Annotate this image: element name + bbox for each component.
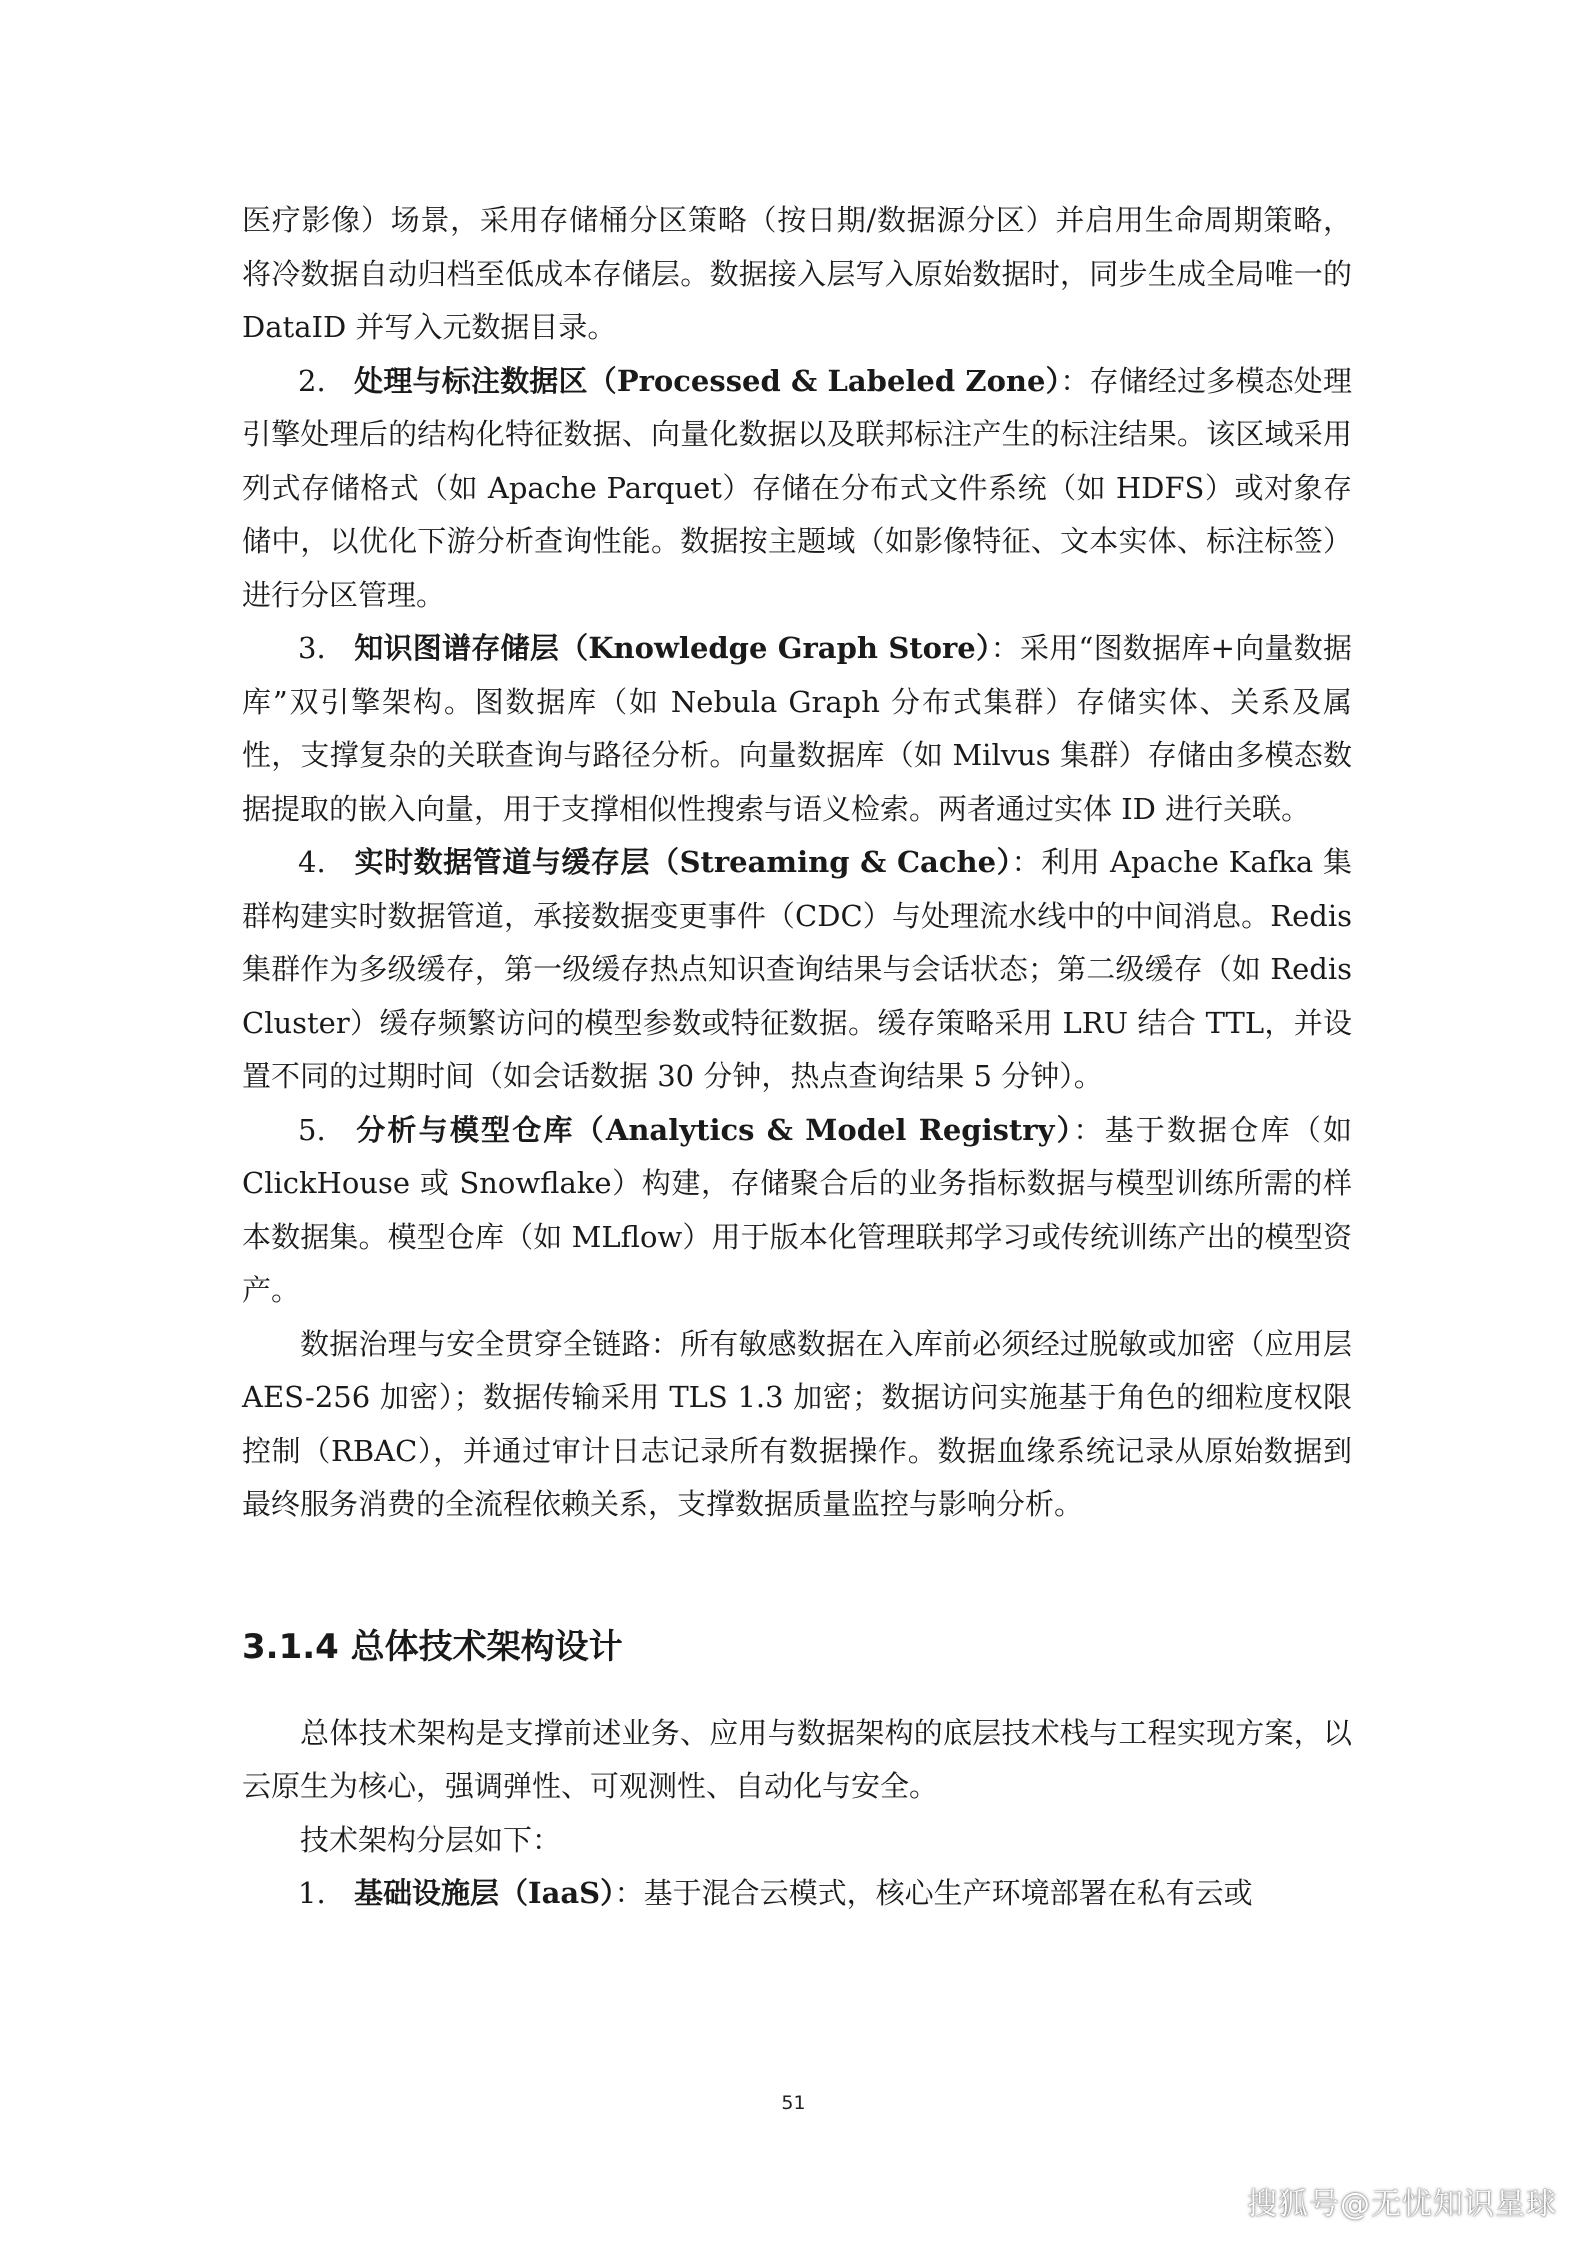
list-item-title: 分析与模型仓库（Analytics & Model Registry） [354,1112,1074,1147]
list-item-number: 3. [298,631,326,665]
paragraph-intro-continuation: 医疗影像）场景，采用存储桶分区策略（按日期/数据源分区）并启用生命周期策略，将冷数据自动归档至低成本存储层。数据接入层写入原始数据时，同步生成全局唯一的 DataID 并写入元数据目录。 [242,203,1352,344]
list-item-number: 4. [298,845,326,879]
document-page [242,194,1352,1921]
list-item-number: 1. [298,1876,326,1910]
list-item-title: 知识图谱存储层（Knowledge Graph Store） [354,631,991,665]
section-paragraph-2: 技术架构分层如下： [300,1822,562,1857]
list-item-body: ：存储经过多模态处理引擎处理后的结构化特征数据、向量化数据以及联邦标注产生的标注结果。该区域采用列式存储格式（如 Apache Parquet）存储在分布式文件系统（如 HDFS）或对象存储中，以优化下游分析查询性能。数据按主题域（如影像特征、文本实体、标注标签）进行分区管理。 [242,363,1352,612]
list-item-body: ：基于数据仓库（如 ClickHouse 或 Snowflake）构建，存储聚合后的业务指标数据与模型训练所需的样本数据集。模型仓库（如 MLflow）用于版本化管理联邦学习或传统训练产出的模型资产。 [242,1112,1352,1307]
list-item-number: 5. [298,1112,326,1147]
list-item-number: 2. [298,363,326,398]
list-item-title: 基础设施层（IaaS） [354,1876,615,1910]
list-item-body: ：利用 Apache Kafka 集群构建实时数据管道，承接数据变更事件（CDC）与处理流水线中的中间消息。Redis 集群作为多级缓存，第一级缓存热点知识查询结果与会话状态；第二级缓存（如 Redis Cluster）缓存频繁访问的模型参数或特征数据。缓存策略采用 LRU 结合 TTL，并设置不同的过期时间（如会话数据 30 分钟，热点查询结果 5 分钟）。 [242,845,1352,1093]
paragraph-governance: 数据治理与安全贯穿全链路：所有敏感数据在入库前必须经过脱敏或加密（应用层 AES-256 加密）；数据传输采用 TLS 1.3 加密；数据访问实施基于角色的细粒度权限控制（RBAC），并通过审计日志记录所有数据操作。数据血缘系统记录从原始数据到最终服务消费的全流程依赖关系，支撑数据质量监控与影响分析。 [242,1326,1352,1521]
section-list-item-1 [242,1867,1352,1921]
section-paragraph-1: 总体技术架构是支撑前述业务、应用与数据架构的底层技术栈与工程实现方案，以云原生为核心，强调弹性、可观测性、自动化与安全。 [242,1715,1352,1803]
list-item-3 [242,622,1352,836]
list-item-title: 实时数据管道与缓存层（Streaming & Cache） [354,845,1012,879]
list-item-5 [242,1104,1352,1318]
list-item-4 [242,836,1352,1104]
list-item-title: 处理与标注数据区（Processed & Labeled Zone） [354,363,1061,398]
watermark: 搜狐号@无忧知识星球 [1247,2187,1557,2222]
section-heading: 3.1.4 总体技术架构设计 [242,1626,623,1667]
list-item-2 [242,355,1352,623]
list-item-body: ：采用“图数据库+向量数据库”双引擎架构。图数据库（如 Nebula Graph 分布式集群）存储实体、关系及属性，支撑复杂的关联查询与路径分析。向量数据库（如 Milvus 集群）存储由多模态数据提取的嵌入向量，用于支撑相似性搜索与语义检索。两者通过实体 ID 进行关联。 [242,631,1352,826]
list-item-body: ：基于混合云模式，核心生产环境部署在私有云或 [614,1876,1253,1910]
page-number: 51 [781,2092,806,2114]
